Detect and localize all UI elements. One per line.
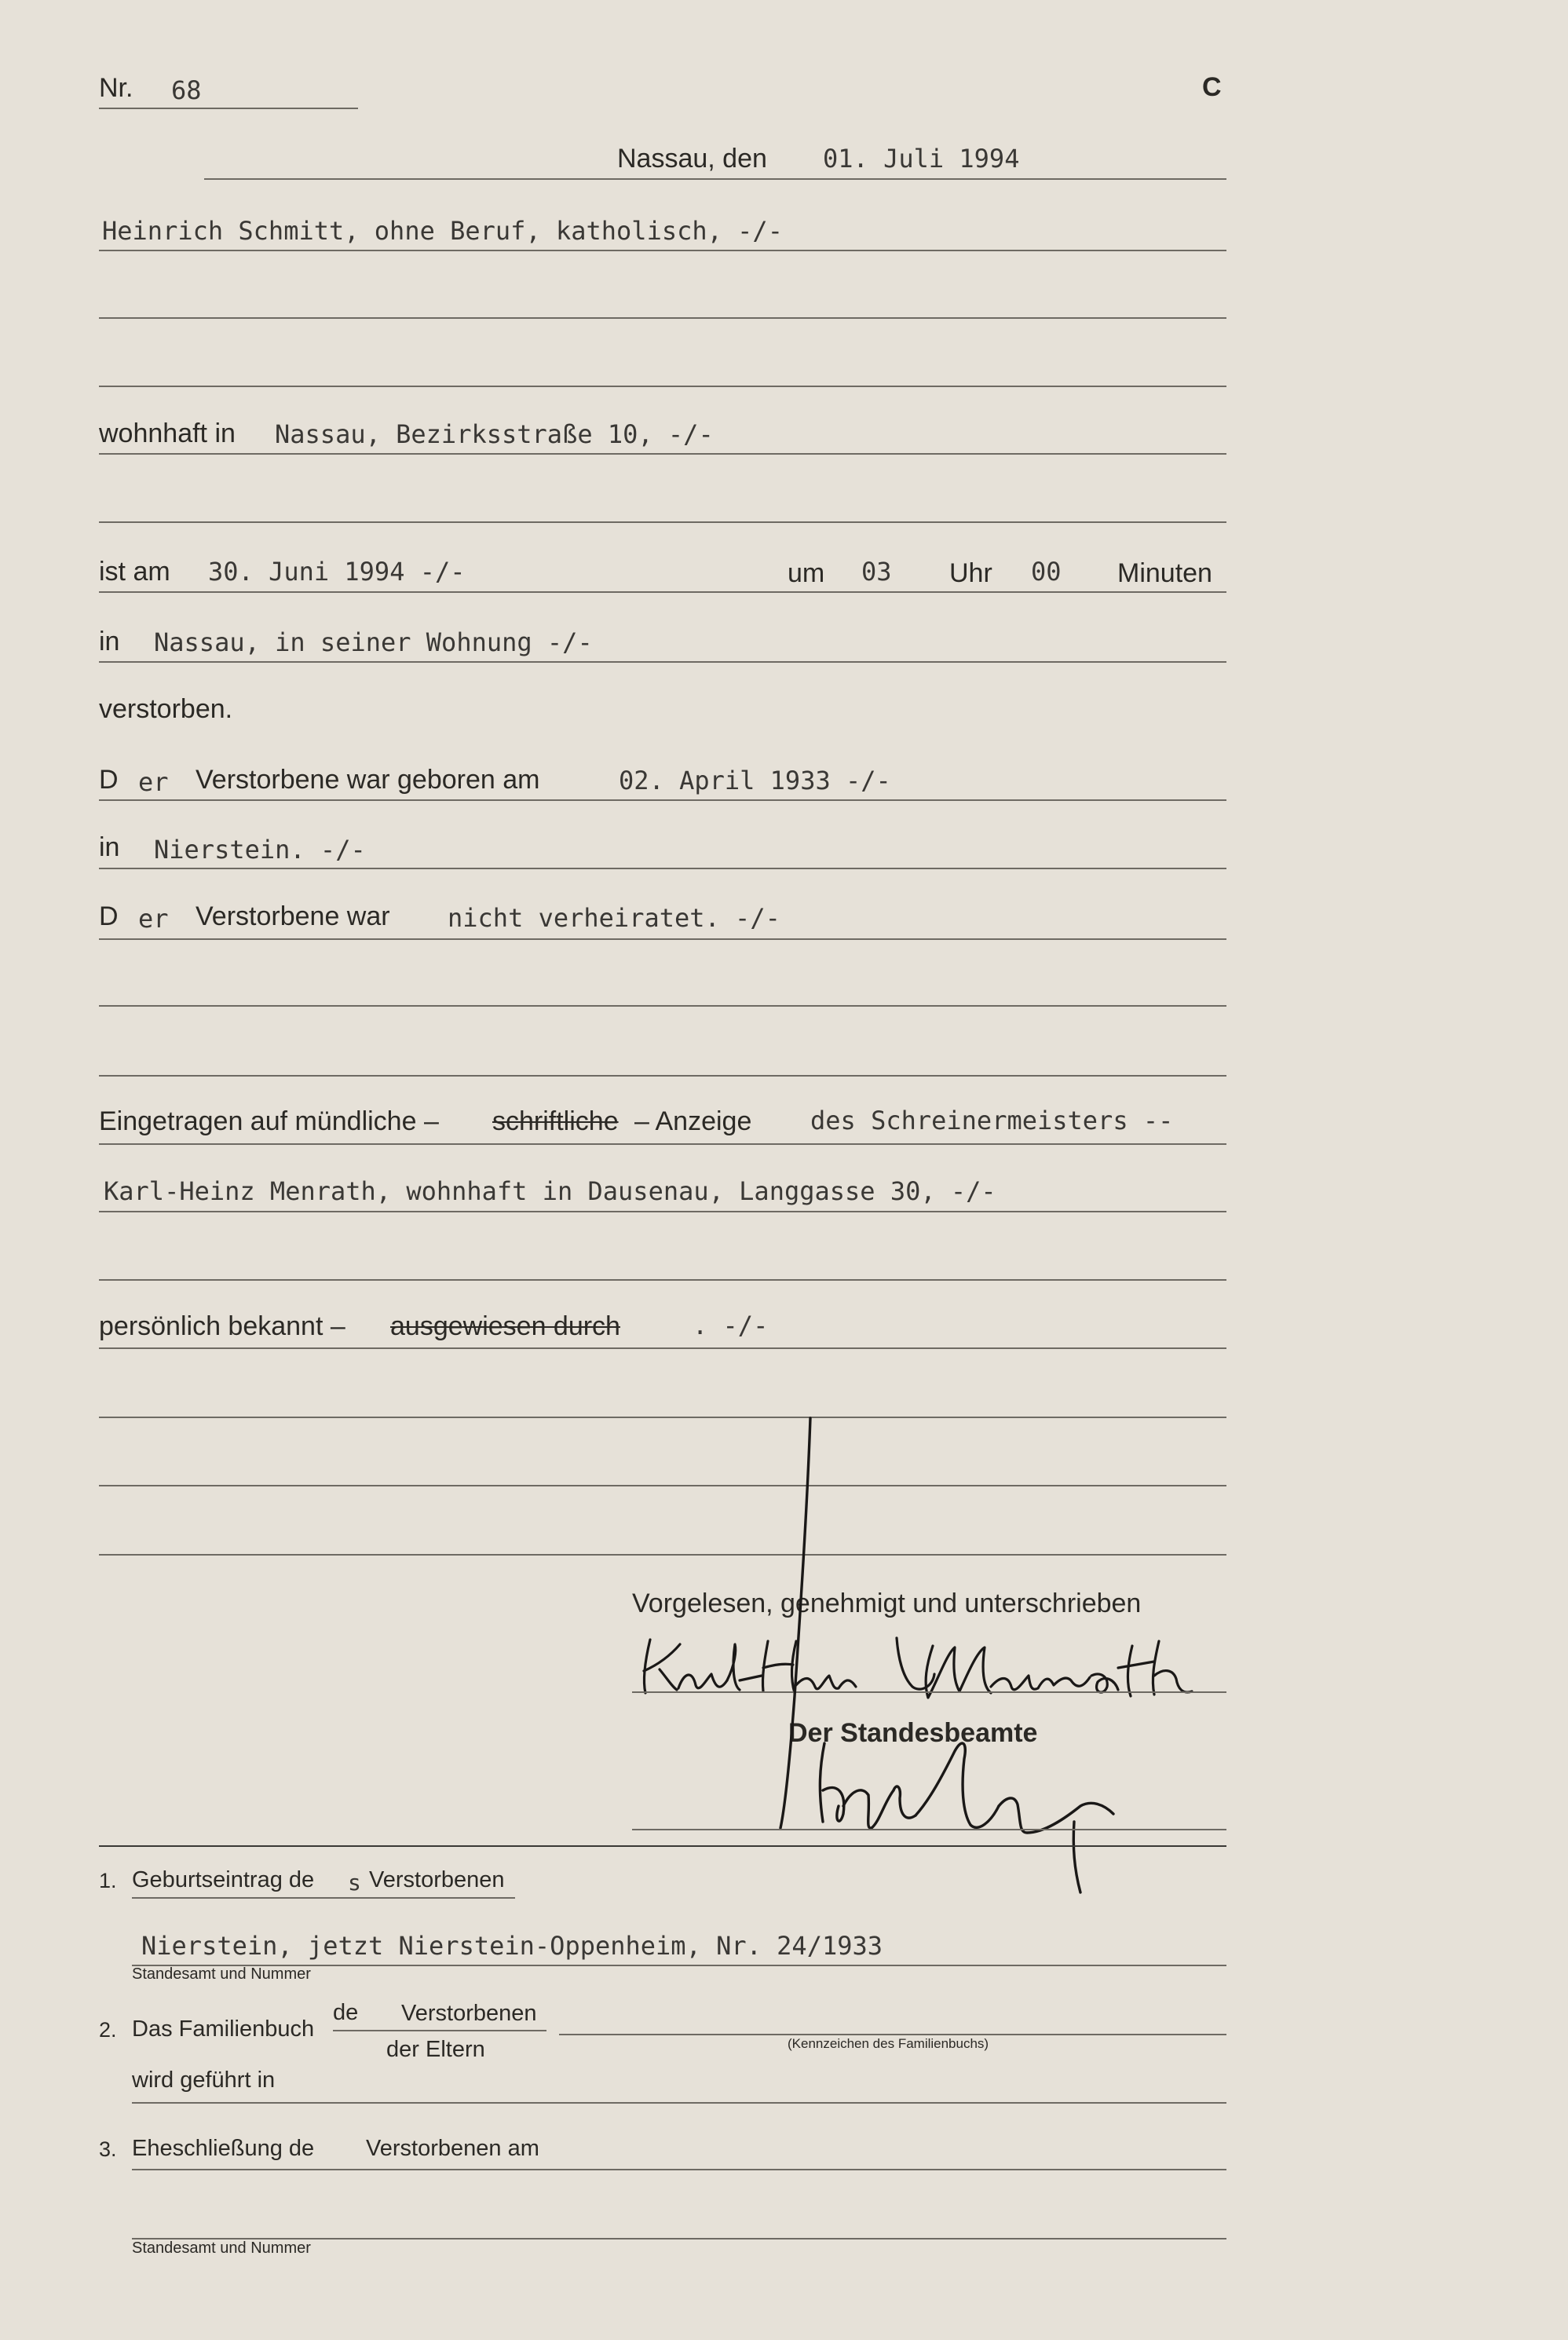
report-line1	[99, 1143, 1226, 1145]
note2-label: Das Familienbuch	[132, 2016, 315, 2042]
note2-id-line	[559, 2034, 1226, 2035]
report-value-line1: des Schreinermeisters --	[810, 1106, 1174, 1135]
marital-label: Verstorbene war	[196, 901, 390, 931]
note1-heading-line	[132, 1897, 515, 1899]
name-line	[99, 250, 1226, 251]
death-date-label: ist am	[99, 557, 170, 587]
birth-place-value: Nierstein. -/-	[154, 835, 366, 865]
report-line2	[99, 1211, 1226, 1212]
nr-value: 68	[171, 75, 202, 105]
identity-line	[99, 1347, 1226, 1349]
um-label: um	[788, 558, 825, 588]
note1-value: Nierstein, jetzt Nierstein-Oppenheim, Nr. 24/1933	[141, 1931, 883, 1961]
vorgelesen-label: Vorgelesen, genehmigt und unterschrieben	[632, 1589, 1142, 1618]
death-date-value: 30. Juni 1994 -/-	[208, 557, 466, 587]
minuten-label: Minuten	[1117, 558, 1212, 588]
note1-caption: Standesamt und Nummer	[132, 1965, 311, 1983]
uhr-label: Uhr	[949, 558, 992, 588]
identity-value: . -/-	[693, 1311, 769, 1340]
born-value: 02. April 1933 -/-	[619, 766, 891, 795]
nr-line	[99, 108, 358, 109]
blank-line	[99, 521, 1226, 523]
birth-d-label: D	[99, 765, 119, 795]
marital-d-label: D	[99, 901, 119, 931]
note2-option-deceased: Verstorbenen	[401, 2001, 537, 2026]
note1-tail: Verstorbenen	[369, 1867, 505, 1892]
report-value-line2: Karl-Heinz Menrath, wohnhaft in Dausenau, Langgasse 30, -/-	[104, 1176, 996, 1206]
note3-caption: Standesamt und Nummer	[132, 2239, 311, 2257]
residence-value: Nassau, Bezirksstraße 10, -/-	[275, 419, 714, 449]
verstorben-label: verstorben.	[99, 694, 233, 724]
marital-article-suffix: er	[138, 904, 169, 934]
nr-label: Nr.	[99, 73, 133, 103]
note1-label: Geburtseintrag de	[132, 1867, 315, 1892]
marital-line	[99, 938, 1226, 940]
identity-struck: ausgewiesen durch	[390, 1311, 620, 1341]
registrar-label: Der Standesbeamte	[788, 1718, 1038, 1748]
report-anzeige-label: – Anzeige	[634, 1106, 752, 1136]
registrar-signature	[762, 1413, 1217, 1916]
note2-de: de	[333, 2000, 359, 2025]
corner-letter: C	[1202, 72, 1222, 102]
marital-value: nicht verheiratet. -/-	[448, 903, 780, 933]
death-date-line	[99, 591, 1226, 593]
note1-number: 1.	[99, 1869, 117, 1892]
note3-tail: Verstorbenen am	[366, 2136, 539, 2161]
death-in-label: in	[99, 627, 120, 656]
registrar-signature-line	[632, 1829, 1226, 1830]
note3-label: Eheschließung de	[132, 2136, 315, 2161]
place-date-line	[204, 178, 1226, 180]
date-value: 01. Juli 1994	[823, 144, 1020, 174]
birth-in-label: in	[99, 832, 120, 862]
report-oral-label: Eingetragen auf mündliche –	[99, 1106, 439, 1136]
residence-line	[99, 453, 1226, 455]
blank-line	[99, 1005, 1226, 1007]
identity-label: persönlich bekannt –	[99, 1311, 345, 1341]
birth-article-suffix: er	[138, 767, 169, 797]
born-label: Verstorbene war geboren am	[196, 765, 540, 795]
place-label: Nassau, den	[617, 144, 767, 174]
hour-value: 03	[861, 557, 892, 587]
blank-line	[99, 1279, 1226, 1281]
note2-line2-label: wird geführt in	[132, 2068, 276, 2093]
note1-suffix: s	[348, 1870, 361, 1896]
death-place-line	[99, 661, 1226, 663]
blank-line	[99, 317, 1226, 319]
note3-number: 3.	[99, 2137, 117, 2161]
section-separator	[99, 1845, 1226, 1847]
born-line	[99, 799, 1226, 801]
note2-caption: (Kennzeichen des Familienbuchs)	[788, 2036, 989, 2051]
blank-line	[99, 386, 1226, 387]
report-written-struck: schriftliche	[492, 1106, 619, 1136]
note2-option-divider	[333, 2030, 546, 2031]
birth-place-line	[99, 868, 1226, 869]
minute-value: 00	[1031, 557, 1062, 587]
note2-option-parents: der Eltern	[386, 2037, 485, 2062]
residence-label: wohnhaft in	[99, 419, 236, 448]
deceased-name-line: Heinrich Schmitt, ohne Beruf, katholisch, -/-	[102, 216, 783, 246]
note2-number: 2.	[99, 2018, 117, 2042]
note3-line	[132, 2169, 1226, 2170]
blank-line	[99, 1075, 1226, 1077]
death-place-value: Nassau, in seiner Wohnung -/-	[154, 627, 593, 657]
note2-location-line	[132, 2102, 1226, 2104]
